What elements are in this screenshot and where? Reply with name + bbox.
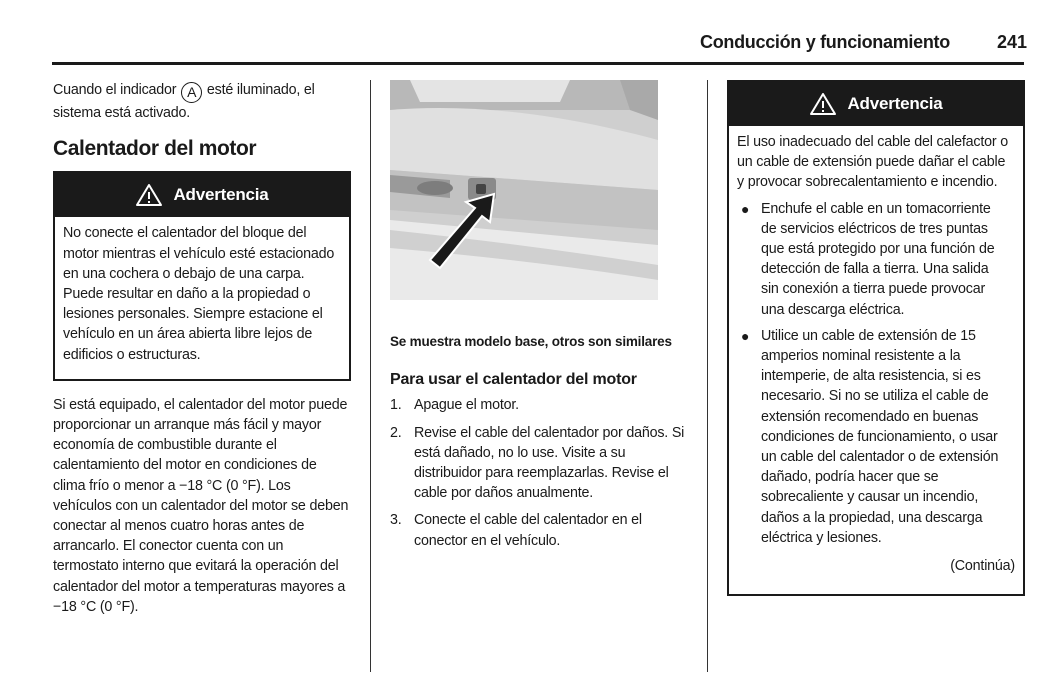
auto-indicator-icon: A (181, 82, 202, 103)
step-item: 3. Conecte el cable del calentador en el conector en el vehículo. (390, 512, 642, 549)
chapter-title: Conducción y funcionamiento (700, 32, 950, 52)
engine-heater-cord-photo (390, 80, 658, 300)
bullet-icon: ● (741, 200, 750, 217)
warning-box (53, 171, 351, 380)
column-1 (53, 80, 351, 617)
image-caption: Se muestra modelo base, otros son similares (390, 334, 672, 349)
warning-intro: El uso inadecuado del cable del calefactor o un cable de extensión puede dañar el cable y provocar sobrecalentamiento e incendio. (737, 134, 1008, 191)
column-3 (727, 80, 1025, 596)
page-header (0, 0, 1054, 66)
body-paragraph: Si está equipado, el calentador del motor puede proporcionar un arranque más fácil y mayor economía de combustible durante el calentamiento del motor en condiciones de clima frío o menor a −18 °C (0 °F). Los vehículos con un calentador del motor se deben conectar al menos cuatro horas antes de arrancarlo. El conector cuenta con un termostato interno que evitará la operación del calentador del motor a temperaturas mayores a −18 °C (0 °F). (53, 396, 349, 615)
intro-paragraph: Cuando el indicador A esté iluminado, el sistema está activado. (53, 82, 315, 121)
bullet-icon: ● (741, 327, 750, 344)
warning-bullets (737, 199, 1015, 548)
warning-text: No conecte el calentador del bloque del motor mientras el vehículo esté estacionado en una cochera o debajo de una carpa. Puede resultar en daño a la propiedad o lesiones personales. Siempre estacione el vehículo en un área abierta libre lejos de edificios o estructuras. (63, 225, 335, 363)
warning-header (55, 173, 349, 217)
column-2 (390, 80, 688, 558)
warning-title: Advertencia (173, 185, 269, 205)
warning-title: Advertencia (847, 93, 943, 113)
column-divider (707, 80, 708, 672)
bullet-item: ● Utilice un cable de extensión de 15 amperios nominal resistente a la intemperie, de alta resistencia, si es necesario. Si no se utiliza el cable de extensión recomendado en buenas condiciones de funcionamiento, o usar un cable del calentador o de extensión dañado, podría hacer que se sobrecaliente y causar un incendio, daños a la propiedad, una descarga eléctrica y lesiones. (741, 326, 1009, 548)
bullet-item: ● Enchufe el cable en un tomacorriente de servicios eléctricos de tres puntas que está protegido por una función de detección de falla a tierra. Una salida sin conexión a tierra puede provocar una descarga eléctrica. (741, 199, 1009, 320)
warning-box (727, 80, 1025, 596)
step-item: 1. Apague el motor. (390, 397, 519, 414)
header-rule (52, 62, 1024, 65)
warning-triangle-icon (809, 92, 837, 116)
procedure-steps (390, 395, 688, 550)
column-divider (370, 80, 371, 672)
warning-header (729, 82, 1023, 126)
procedure-heading: Para usar el calentador del motor (390, 371, 637, 389)
section-heading: Calentador del motor (53, 137, 257, 161)
continued-label: (Continúa) (950, 558, 1015, 575)
bumper-illustration (390, 80, 658, 300)
warning-triangle-icon (135, 183, 163, 207)
step-item: 2. Revise el cable del calentador por daños. Si está dañado, no lo use. Visite a su distribuidor para reemplazarlas. Revise el cable por daños anualmente. (390, 424, 685, 502)
page-number: 241 (997, 32, 1028, 52)
